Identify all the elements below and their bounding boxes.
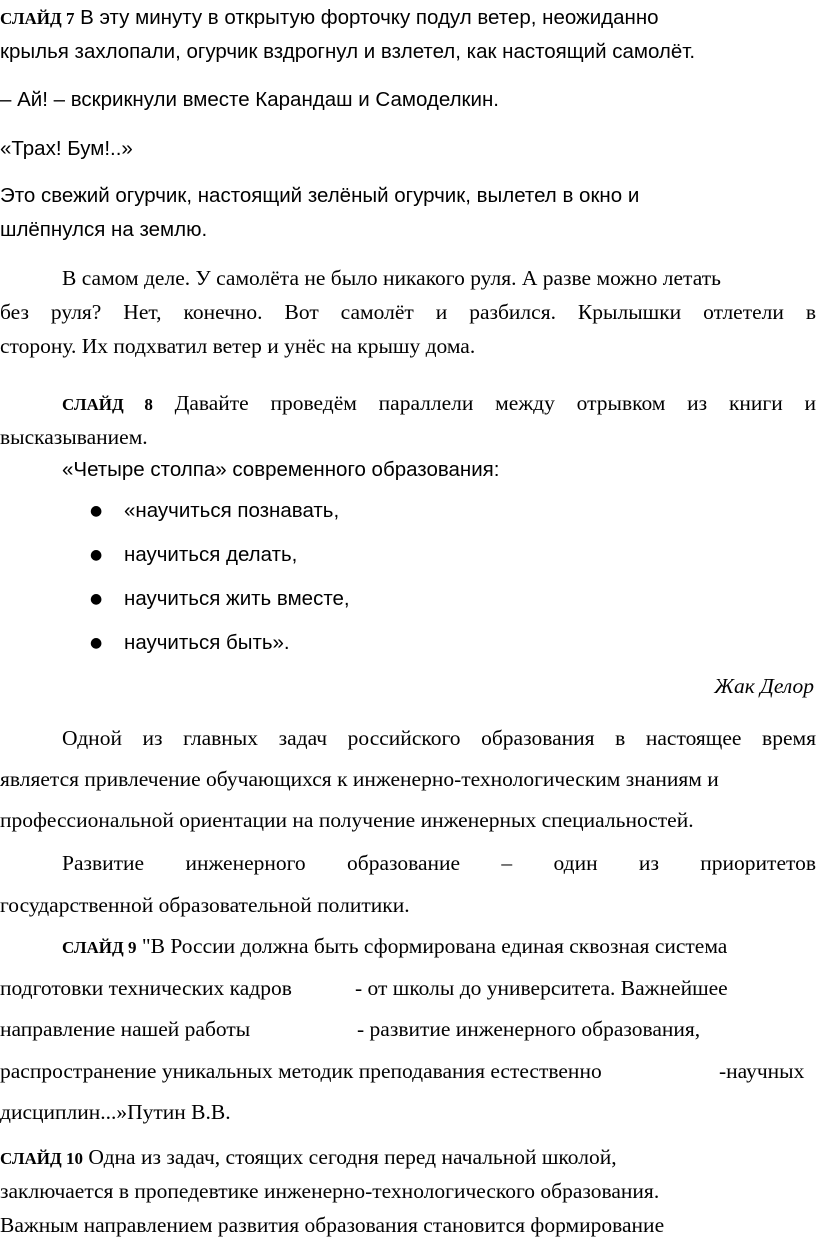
slide8-intro-line-2: высказыванием. xyxy=(0,425,148,449)
quote-title: «Четыре столпа» современного образования: xyxy=(62,458,500,481)
slide8-para2-line-2: государственной образовательной политики. xyxy=(0,893,410,917)
slide7-line-4: «Трах! Бум!..» xyxy=(0,137,133,160)
slide8-para2-line-1: Развитие инженерного образование – один из приоритетов xyxy=(62,851,816,875)
slide7-line-1: СЛАЙД 7 В эту минуту в открытую форточку подул ветер, неожиданно xyxy=(0,6,659,29)
slide9-line-1: СЛАЙД 9 "В России должна быть сформирована единая сквозная система xyxy=(62,934,728,958)
slide9-line-3a: направление нашей работы xyxy=(0,1017,251,1041)
slide9-line-3b: - развитие инженерного образования, xyxy=(357,1017,701,1041)
bullet-icon: ● xyxy=(90,547,103,563)
bullet-item-1: «научиться познавать, xyxy=(124,499,340,522)
slide8-para1-line-1: Одной из главных задач российского образования в настоящее время xyxy=(62,726,816,750)
slide9-label: СЛАЙД 9 xyxy=(62,938,137,957)
slide10-label: СЛАЙД 10 xyxy=(0,1149,83,1168)
slide8-intro-line-1: СЛАЙД 8 Давайте проведём параллели между отрывком из книги и xyxy=(62,391,816,415)
slide7-line-3: – Ай! – вскрикнули вместе Карандаш и Самоделкин. xyxy=(0,88,499,111)
slide9-line-2b: - от школы до университета. Важнейшее xyxy=(355,976,728,1000)
bullet-icon: ● xyxy=(90,635,103,651)
slide10-line-3: Важным направлением развития образования становится формирование xyxy=(0,1213,665,1237)
slide7-para-line-3: сторону. Их подхватил ветер и унёс на крышу дома. xyxy=(0,334,476,358)
slide9-line-2a: подготовки технических кадров xyxy=(0,976,292,1000)
bullet-icon: ● xyxy=(90,503,103,519)
slide9-line-4b: -научных xyxy=(719,1059,805,1083)
slide8-para1-line-2: является привлечение обучающихся к инженерно-технологическим знаниям и xyxy=(0,767,719,791)
slide10-line-2: заключается в пропедевтике инженерно-технологического образования. xyxy=(0,1179,660,1203)
slide7-para-line-1: В самом деле. У самолёта не было никакого руля. А разве можно летать xyxy=(62,266,721,290)
bullet-item-3: научиться жить вместе, xyxy=(124,587,350,610)
slide8-para1-line-3: профессиональной ориентации на получение инженерных специальностей. xyxy=(0,808,694,832)
bullet-item-2: научиться делать, xyxy=(124,543,298,566)
slide8-label: СЛАЙД 8 xyxy=(62,395,153,414)
bullet-item-4: научиться быть». xyxy=(124,631,290,654)
slide10-line-1: СЛАЙД 10 Одна из задач, стоящих сегодня перед начальной школой, xyxy=(0,1145,617,1169)
slide7-line-6: шлёпнулся на землю. xyxy=(0,218,208,241)
slide9-line-4a: распространение уникальных методик преподавания естественно xyxy=(0,1059,602,1083)
quote-author: Жак Делор xyxy=(714,674,814,698)
slide7-para-line-2: без руля? Нет, конечно. Вот самолёт и разбился. Крылышки отлетели в xyxy=(0,300,816,324)
slide9-line-5: дисциплин...»Путин В.В. xyxy=(0,1100,231,1124)
slide7-line-2: крылья захлопали, огурчик вздрогнул и взлетел, как настоящий самолёт. xyxy=(0,40,696,63)
slide7-label: СЛАЙД 7 xyxy=(0,9,75,28)
bullet-icon: ● xyxy=(90,591,103,607)
slide7-line-5: Это свежий огурчик, настоящий зелёный огурчик, вылетел в окно и xyxy=(0,184,640,207)
